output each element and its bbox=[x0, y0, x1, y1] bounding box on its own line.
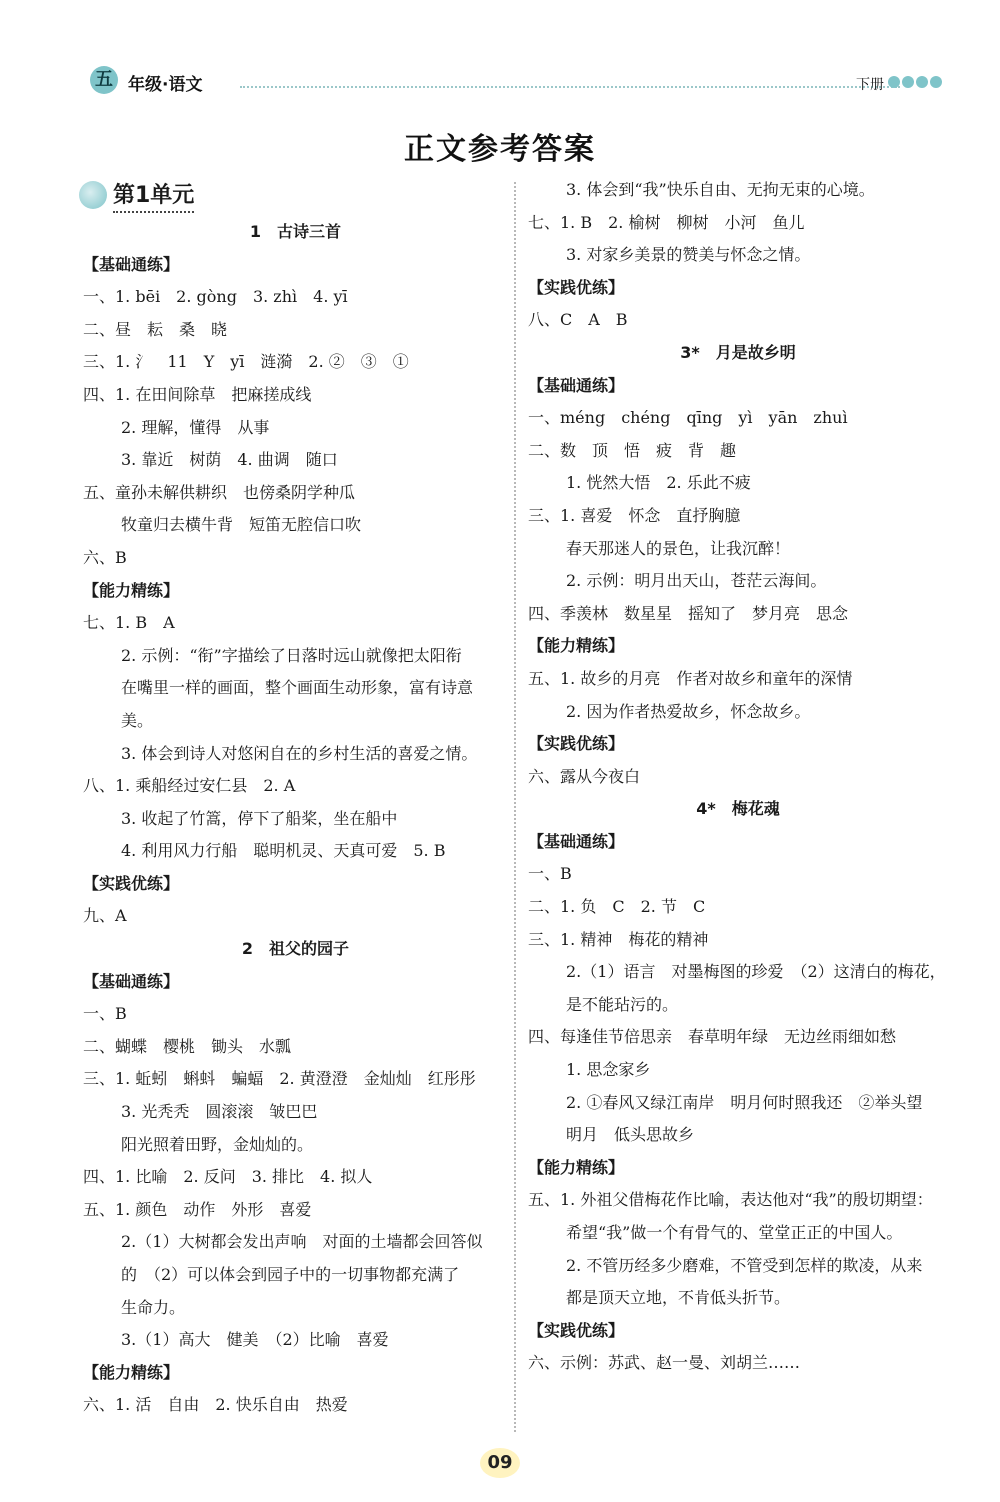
answer-line: 3. 体会到“我”快乐自由、无拘无束的心境。 bbox=[566, 180, 875, 199]
section-label: 【实践优练】 bbox=[83, 873, 180, 893]
answer-line: 一、B bbox=[83, 1004, 127, 1024]
answer-line: 三、1. 蚯蚓 蝌蚪 蝙蝠 2. 黄澄澄 金灿灿 红彤彤 bbox=[83, 1069, 476, 1089]
answer-line: 六、露从今夜白 bbox=[528, 766, 641, 786]
answer-line: 在嘴里一样的画面，整个画面生动形象，富有诗意 bbox=[121, 678, 474, 698]
section-label: 【基础通练】 bbox=[528, 831, 625, 851]
answer-line: 三、1. 喜爱 怀念 直抒胸臆 bbox=[528, 505, 741, 525]
answer-line: 阳光照着田野，金灿灿的。 bbox=[121, 1134, 314, 1154]
section-label: 【基础通练】 bbox=[528, 375, 625, 395]
answer-line: 三、1. 精神 梅花的精神 bbox=[528, 929, 709, 949]
answer-line: 2. 示例：明月出天山，苍茫云海间。 bbox=[566, 571, 827, 591]
page-header bbox=[90, 64, 950, 100]
answer-line: 是不能玷污的。 bbox=[566, 994, 679, 1014]
answer-line: 二、蝴蝶 樱桃 锄头 水瓢 bbox=[83, 1036, 292, 1056]
header-divider bbox=[240, 86, 900, 88]
volume-label: 下册 bbox=[856, 77, 884, 93]
left-column bbox=[83, 174, 508, 1422]
answer-line: 牧童归去横牛背 短笛无腔信口吹 bbox=[121, 515, 362, 535]
lesson-heading: 1 古诗三首 bbox=[249, 222, 342, 241]
unit-title: 第1单元 bbox=[113, 178, 194, 213]
answer-line: 2. 不管历经多少磨难，不管受到怎样的欺凌，从来 bbox=[566, 1255, 923, 1275]
answer-line: 九、A bbox=[83, 906, 127, 926]
answer-line: 七、1. B 2. 榆树 柳树 小河 鱼儿 bbox=[528, 212, 805, 232]
answer-line: 春天那迷人的景色，让我沉醉！ bbox=[566, 538, 791, 558]
answer-line: 4. 利用风力行船 聪明机灵、天真可爱 5. B bbox=[121, 841, 446, 861]
answer-line: 2. ①春风又绿江南岸 明月何时照我还 ②举头望 bbox=[566, 1092, 923, 1112]
section-label: 【能力精练】 bbox=[528, 636, 625, 656]
answer-line: 希望“我”做一个有骨气的、堂堂正正的中国人。 bbox=[566, 1223, 903, 1242]
answer-line: 六、1. 活 自由 2. 快乐自由 热爱 bbox=[83, 1395, 348, 1415]
lesson-heading: 4* 梅花魂 bbox=[696, 799, 780, 819]
section-label: 【能力精练】 bbox=[83, 580, 180, 600]
lesson-heading: 3* 月是故乡明 bbox=[680, 342, 796, 362]
answer-line: 的 （2）可以体会到园子中的一切事物都充满了 bbox=[121, 1265, 460, 1284]
answer-line: 2. 理解，懂得 从事 bbox=[121, 417, 270, 437]
answer-line: 1. 恍然大悟 2. 乐此不疲 bbox=[566, 473, 751, 493]
answer-line: 美。 bbox=[121, 710, 154, 730]
answer-line: 五、1. 故乡的月亮 作者对故乡和童年的深情 bbox=[528, 668, 853, 688]
answer-line: 四、季羡林 数星星 摇知了 梦月亮 思念 bbox=[528, 603, 849, 623]
answer-line: 二、昼 耘 桑 晓 bbox=[83, 319, 228, 339]
right-column bbox=[528, 174, 948, 1380]
answer-line: 3. 体会到诗人对悠闲自在的乡村生活的喜爱之情。 bbox=[121, 743, 478, 763]
answer-line: 一、méng chéng qīng yì yān zhuì bbox=[528, 408, 848, 428]
answer-line: 2.（1）大树都会发出声响 对面的土墙都会回答似 bbox=[121, 1232, 483, 1252]
unit-heading bbox=[79, 174, 508, 216]
answer-line: 3. 对家乡美景的赞美与怀念之情。 bbox=[566, 245, 811, 265]
answer-line: 八、1. 乘船经过安仁县 2. A bbox=[83, 776, 296, 796]
answer-line: 2. 示例：“衔”字描绘了日落时远山就像把太阳衔 bbox=[121, 645, 462, 665]
answer-line: 七、1. B A bbox=[83, 613, 175, 633]
unit-circle-icon bbox=[79, 181, 107, 209]
answer-line: 五、1. 外祖父借梅花作比喻，表达他对“我”的殷切期望： bbox=[528, 1190, 933, 1210]
grade-badge: 五 bbox=[90, 66, 118, 94]
answer-line: 3. 靠近 树荫 4. 曲调 随口 bbox=[121, 450, 338, 470]
answer-line: 一、1. bēi 2. gòng 3. zhì 4. yī bbox=[83, 287, 348, 307]
section-label: 【基础通练】 bbox=[83, 971, 180, 991]
answer-line: 二、1. 负 C 2. 节 C bbox=[528, 897, 706, 917]
page-title: 正文参考答案 bbox=[404, 132, 596, 167]
answer-line: 四、每逢佳节倍思亲 春草明年绿 无边丝雨细如愁 bbox=[528, 1027, 897, 1047]
section-label: 【能力精练】 bbox=[528, 1157, 625, 1177]
answer-line: 五、童孙未解供耕织 也傍桑阴学种瓜 bbox=[83, 482, 356, 502]
answer-line: 3. 收起了竹篙，停下了船桨，坐在船中 bbox=[121, 808, 398, 828]
answer-line: 2. 因为作者热爱故乡，怀念故乡。 bbox=[566, 701, 811, 721]
answer-line: 四、1. 比喻 2. 反问 3. 排比 4. 拟人 bbox=[83, 1167, 373, 1187]
answer-line: 八、C A B bbox=[528, 310, 628, 330]
lesson-heading: 2 祖父的园子 bbox=[241, 939, 350, 959]
answer-line: 3.（1）高大 健美 （2）比喻 喜爱 bbox=[121, 1330, 389, 1350]
section-label: 【实践优练】 bbox=[528, 734, 625, 754]
answer-line: 六、B bbox=[83, 547, 127, 567]
page-number: 09 bbox=[470, 1452, 530, 1473]
answer-line: 三、1. 氵 11 Y yī 涟漪 2. ② ③ ① bbox=[83, 352, 409, 372]
answer-line: 明月 低头思故乡 bbox=[566, 1125, 695, 1145]
answer-line: 生命力。 bbox=[121, 1297, 186, 1317]
section-label: 【实践优练】 bbox=[528, 277, 625, 297]
answer-line: 二、数 顶 悟 疲 背 趣 bbox=[528, 440, 737, 460]
section-label: 【能力精练】 bbox=[83, 1362, 180, 1382]
book-title: 年级·语文 bbox=[128, 75, 203, 95]
answer-line: 一、B bbox=[528, 864, 572, 884]
answer-line: 3. 光秃秃 圆滚滚 皱巴巴 bbox=[121, 1102, 318, 1122]
answer-line: 四、1. 在田间除草 把麻搓成线 bbox=[83, 384, 312, 404]
column-divider bbox=[514, 182, 516, 1432]
answer-line: 都是顶天立地，不肯低头折节。 bbox=[566, 1288, 791, 1308]
answer-line: 六、示例：苏武、赵一曼、刘胡兰…… bbox=[528, 1353, 801, 1373]
section-label: 【基础通练】 bbox=[83, 254, 180, 274]
answer-line: 1. 思念家乡 bbox=[566, 1060, 651, 1080]
answer-line: 五、1. 颜色 动作 外形 喜爱 bbox=[83, 1199, 312, 1219]
section-label: 【实践优练】 bbox=[528, 1320, 625, 1340]
decorative-dots bbox=[888, 76, 942, 88]
answer-line: 2.（1）语言 对墨梅图的珍爱 （2）这清白的梅花， bbox=[566, 962, 946, 982]
